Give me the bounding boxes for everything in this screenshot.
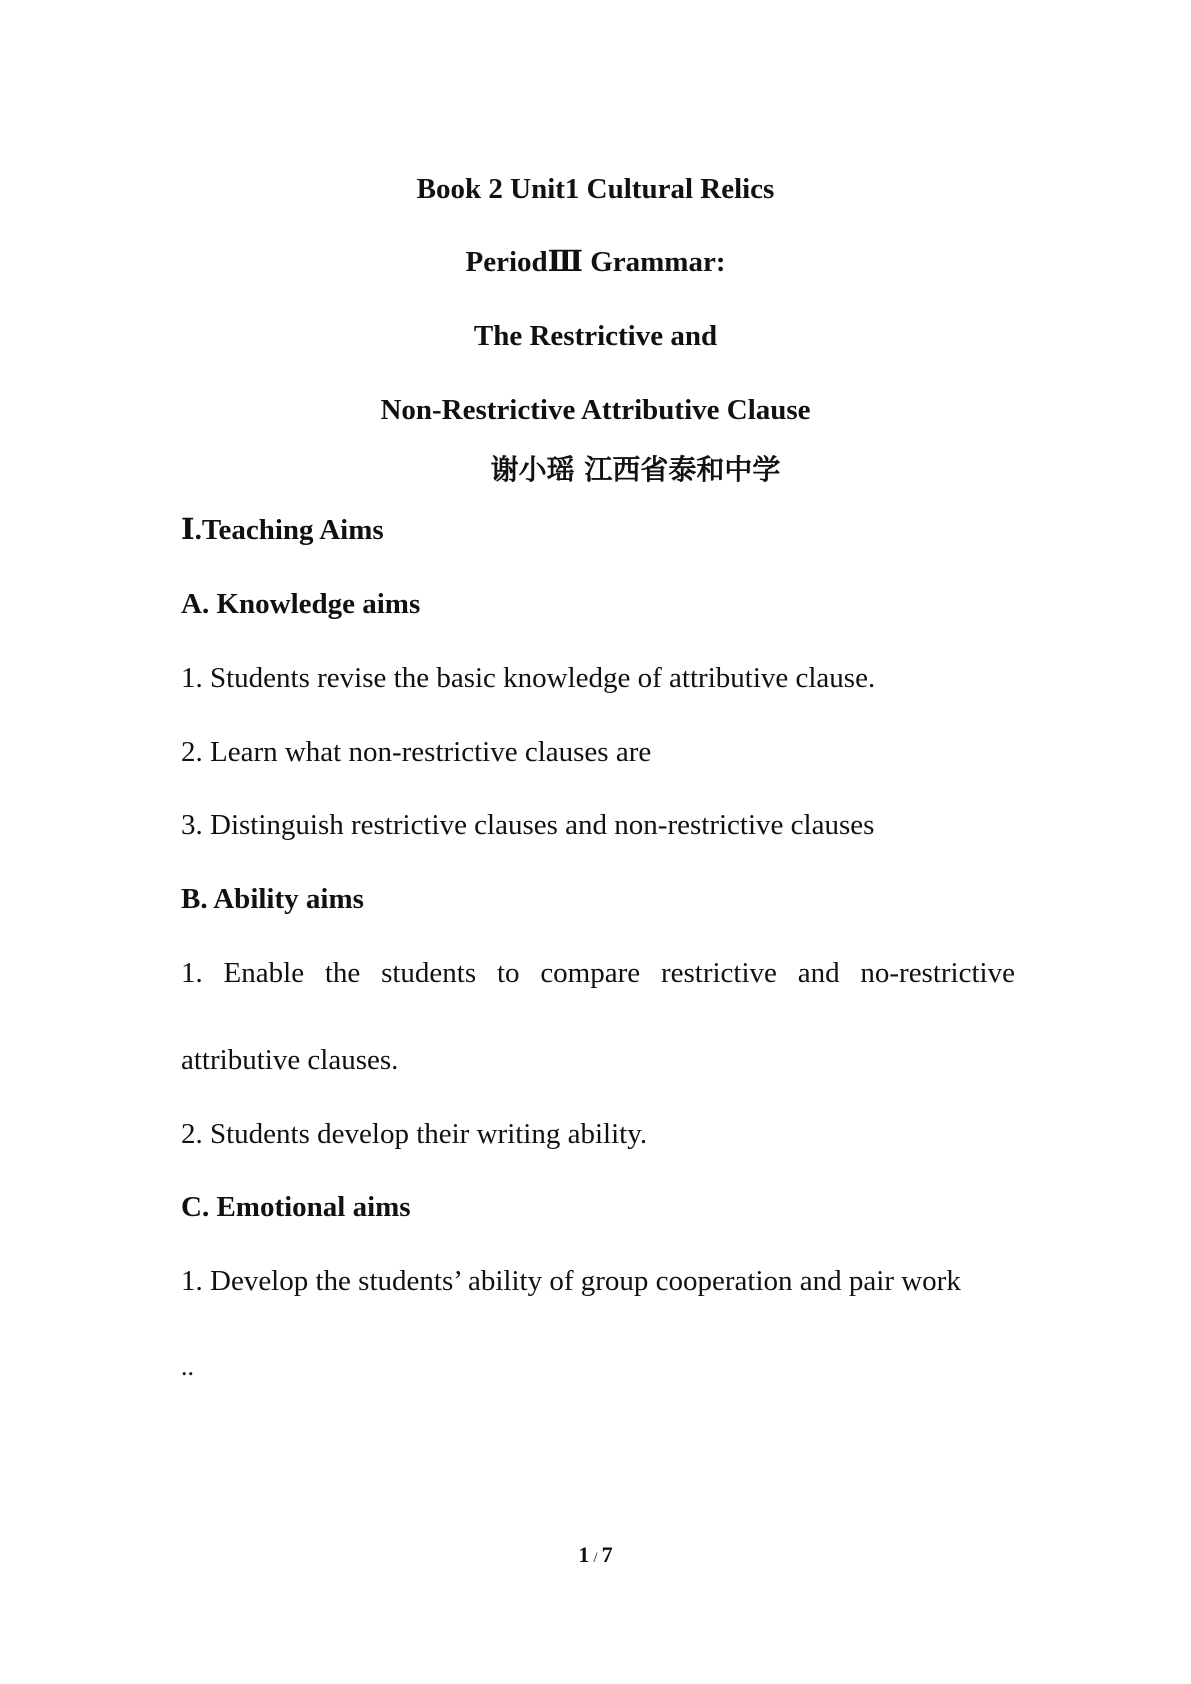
emotional-aims-heading: C. Emotional aims — [181, 1191, 411, 1223]
knowledge-aims-heading: A. Knowledge aims — [181, 588, 421, 620]
page-number-separator: / — [593, 1550, 598, 1566]
knowledge-aim-1: 1. Students revise the basic knowledge of attributive clause. — [181, 662, 876, 694]
ability-aim-word: Enable — [223, 957, 305, 989]
ability-aim-word: and — [797, 957, 840, 989]
page-number — [0, 1541, 1191, 1572]
ability-aim-word: no-restrictive — [860, 957, 1015, 989]
knowledge-aim-2: 2. Learn what non-restrictive clauses are — [181, 736, 652, 768]
ability-aim-word: to — [496, 957, 520, 989]
topic-title-line-1: The Restrictive and — [473, 320, 718, 352]
ability-aim-word: the — [324, 957, 361, 989]
ability-aim-word: 1. — [181, 957, 203, 989]
teaching-aims-heading: Ⅰ.Teaching Aims — [181, 514, 384, 546]
ability-aim-word: students — [381, 957, 477, 989]
document-title: Book 2 Unit1 Cultural Relics — [416, 173, 775, 205]
current-page-number: 1 — [578, 1542, 590, 1567]
topic-title-line-2: Non-Restrictive Attributive Clause — [380, 394, 811, 426]
period-title: PeriodⅢ Grammar: — [465, 246, 726, 278]
emotional-aim-1: 1. Develop the students’ ability of group cooperation and pair work — [181, 1265, 961, 1297]
ability-aims-heading: B. Ability aims — [181, 883, 364, 915]
author-line: 谢小瑶 江西省泰和中学 — [490, 453, 781, 486]
ability-aim-word: compare — [540, 957, 641, 989]
ability-aim-1-first-line — [181, 956, 1015, 990]
total-page-number: 7 — [601, 1542, 613, 1567]
continuation-dots: .. — [181, 1352, 194, 1381]
ability-aim-1-continuation: attributive clauses. — [181, 1044, 399, 1076]
knowledge-aim-3: 3. Distinguish restrictive clauses and non-restrictive clauses — [181, 809, 875, 841]
ability-aim-2: 2. Students develop their writing ability. — [181, 1118, 648, 1150]
ability-aim-word: restrictive — [660, 957, 777, 989]
